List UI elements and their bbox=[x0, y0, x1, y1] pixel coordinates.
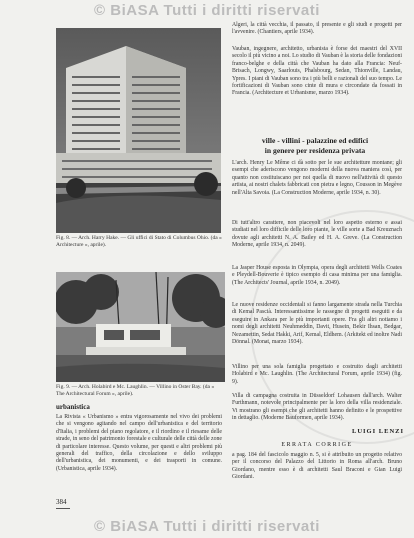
villa-photo bbox=[56, 272, 225, 382]
villas-paragraph-4: Le nuove residenze occidentali si fanno largamente strada nella Turchia di Kemal Pascià. Interessantissime le rassegne di progetti eseguiti e da eseguire in Ankara per le più importanti opere. Fra gli altri notiamo i nomi degli architetti Neuhmeddin, Davit, Husein, Bekir Ihsan, Bedgar, Nezamettin, Sedat Hakki, Arif, Kemal, Eldhem. (Arkitekt ed inoltre Nadi Dönnal. (Monat, marzo 1934). bbox=[232, 302, 402, 346]
building-photo bbox=[56, 28, 221, 233]
section-heading bbox=[226, 136, 404, 156]
urbanistica-heading: urbanistica bbox=[56, 403, 90, 411]
villas-paragraph-5: Villino per una sola famiglia progettato e costruito dagli architetti Holabird e Mc. Laughlin. (The Architectural Forum, aprile 1934) (fig. 9). bbox=[232, 364, 402, 385]
watermark-top: © BiASA Tutti i diritti riservati bbox=[94, 2, 320, 19]
villas-paragraph-6: Villa di campagna costruita in Düsseldorf Lohausen dall'arch. Walter Furthmann, notevole principalmente per la loro della villa residenziale. Vi mostrano gli esempi che gli architetti hanno definito e le prospettive in dettaglio. (Moderne Bauformen, aprile 1934). bbox=[232, 393, 402, 422]
page-number: 384 bbox=[56, 498, 67, 506]
vauban-text: Vauban, ingegnere, architetto, urbanista è forse dei maestri del XVII secolo il più vicino a noi. Lo studio di Vauban è la storia delle fondazioni franco-belghe e della città che Vauban ha dato alla Francia: Neuf-Brisach, Longwy, Saarlouis, Phalsbourg, Sedan, Thionville, Landau, Ypres. I piani di Vauban sono tra i più belli e razionali del suo tempo. Le fortificazioni di Vauban sono cinte di mura e circondate da fossati in Francia. (Architecture et Urbanisme, marzo 1934). bbox=[232, 46, 402, 97]
errata-heading: ERRATA CORRIGE bbox=[281, 442, 353, 448]
building-photo-drawing bbox=[56, 28, 221, 233]
villas-paragraph-3: La Jasper House esposta in Olympia, opera degli architetti Wells Coates e Pleydell-Bouverie è tipico esempio di casa minima per una famiglia. (The Architects' Journal, aprile 1934, n. 2049). bbox=[232, 265, 402, 286]
page-number-rule bbox=[56, 508, 70, 509]
section-heading-line-1: ville - villini - palazzine ed edifici bbox=[261, 136, 369, 145]
watermark-bottom: © BiASA Tutti i diritti riservati bbox=[94, 518, 320, 535]
urbanistica-text: La Rivista « Urbanismo » entra vigorosamente nel vivo dei problemi che si vengono agitando nel campo dell'urbanistica e del territorio d'Italia, i problemi del piano regolatore, e il riordino e il riesame delle strade, in seno del patrimonio forestale e culturale delle città delle zone di particolare interesse. Questo volume, per questi e altri problemi più generali del traffico, della circolazione e dello sviluppo dell'urbanistica, dei monumenti, e dei trasporti in comune. (Urbanistica, aprile 1934). bbox=[56, 414, 222, 472]
figure-9-caption: Fig. 9. — Arch. Holabird e Mc. Laughlin. — Villino in Oster Bay. (da « The Architectural Forum », aprile). bbox=[56, 384, 215, 397]
villa-photo-drawing bbox=[56, 272, 225, 382]
author-signature: LUIGI LENZI bbox=[352, 428, 404, 435]
errata-text: a pag. 184 del fascicolo maggio n. 5, si è attribuito un progetto relativo per il concorso del Palazzo del Littorio in Roma all'arch. Bruno Giordano, mentre esso è di architetti Saul Braconi e Gian Luigi Giordani. bbox=[232, 452, 402, 481]
algeri-text: Algeri, la città vecchia, il passato, il presente e gli studi e progetti per l'avvenire. (Chantiers, aprile 1934). bbox=[232, 22, 402, 36]
villas-paragraph-2: Di tutt'altro carattere, non piacevoli nel loro aspetto esterno e assai studiati nel loro difficile delle loro piante, le ville sorte a Bad Kreuznach dovute agli architetti N. A. Bailey ed H. A. Greve. (La Construction Moderne, aprile 1934, n. 2049). bbox=[232, 220, 402, 249]
figure-8-caption: Fig. 8. — Arch. Harry Hake. — Gli uffici di Stato di Columbus Ohio. (da « Architecture », aprile). bbox=[56, 235, 222, 248]
section-heading-line-2: in genere per residenza privata bbox=[264, 146, 366, 155]
villas-paragraph-1: L'arch. Henry Le Même ci dà sotto per le sue architetture montane; gli esempi che aderiscono vengono moderni della nuova maniera così, per quanto non costituiscano per noi quella di nuovo nell'attività di questo artista, ai nostri chalets fabbricati con pietra e legno, Cousson in Megève nell'Alta Savoia. (La Construction Moderne, aprile 1934, n. 30). bbox=[232, 160, 402, 196]
